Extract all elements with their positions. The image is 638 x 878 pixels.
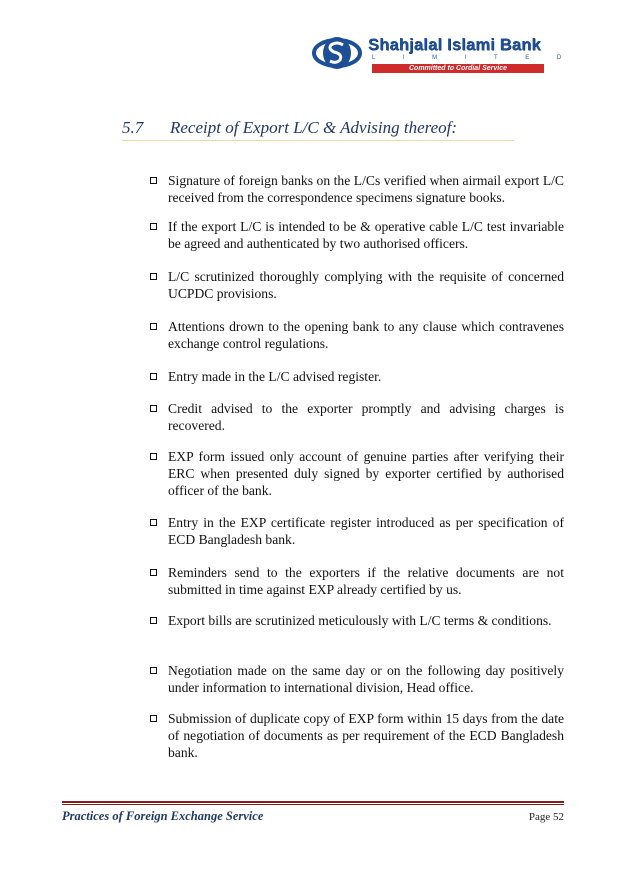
- bank-emblem-icon: [312, 33, 362, 73]
- list-item-text: If the export L/C is intended to be & operative cable L/C test invariable be agreed and authenticated by two authorised officers.: [168, 219, 564, 251]
- list-item-text: EXP form issued only account of genuine parties after verifying their ERC when presented duly signed by exporter certified by authorised officer of the bank.: [168, 449, 564, 498]
- list-item-text: Export bills are scrutinized meticulously with L/C terms & conditions.: [168, 613, 552, 628]
- list-item-text: Reminders send to the exporters if the relative documents are not submitted in time against EXP already certified by us.: [168, 565, 564, 597]
- list-item-text: Entry in the EXP certificate register introduced as per specification of ECD Bangladesh bank.: [168, 515, 564, 547]
- bank-tagline: Committed to Cordial Service: [372, 64, 544, 73]
- list-item-text: Signature of foreign banks on the L/Cs verified when airmail export L/C received from the correspondence specimens signature books.: [168, 173, 564, 205]
- section-heading: [122, 118, 457, 138]
- bank-logo: [312, 30, 575, 78]
- section-title: Receipt of Export L/C & Advising thereof:: [170, 118, 458, 137]
- square-bullet-icon: [150, 373, 157, 380]
- square-bullet-icon: [150, 177, 157, 184]
- page-number: Page 52: [528, 811, 564, 823]
- list-item-text: Credit advised to the exporter promptly and advising charges is recovered.: [168, 401, 564, 433]
- square-bullet-icon: [150, 519, 157, 526]
- square-bullet-icon: [150, 323, 157, 330]
- square-bullet-icon: [150, 569, 157, 576]
- square-bullet-icon: [150, 715, 157, 722]
- list-item-text: Entry made in the L/C advised register.: [168, 369, 382, 384]
- bank-name: Shahjalal Islami Bank: [368, 36, 541, 54]
- square-bullet-icon: [150, 223, 157, 230]
- square-bullet-icon: [150, 273, 157, 280]
- list-item-text: Submission of duplicate copy of EXP form within 15 days from the date of negotiation of documents as per requirement of the ECD Bangladesh bank.: [168, 711, 564, 760]
- heading-underline: [122, 140, 514, 141]
- list-item-text: Attentions drown to the opening bank to any clause which contravenes exchange control regulations.: [168, 319, 564, 351]
- bank-subtitle: L I M I T E D: [372, 55, 575, 61]
- square-bullet-icon: [150, 617, 157, 624]
- square-bullet-icon: [150, 453, 157, 460]
- footer-divider: [62, 801, 564, 803]
- square-bullet-icon: [150, 405, 157, 412]
- footer-divider-thin: [62, 804, 564, 805]
- section-number: 5.7: [122, 118, 144, 137]
- list-item-text: Negotiation made on the same day or on the following day positively under information to international division, Head office.: [168, 663, 564, 695]
- footer-title: Practices of Foreign Exchange Service: [62, 809, 264, 823]
- square-bullet-icon: [150, 667, 157, 674]
- list-item-text: L/C scrutinized thoroughly complying with the requisite of concerned UCPDC provisions.: [168, 269, 564, 301]
